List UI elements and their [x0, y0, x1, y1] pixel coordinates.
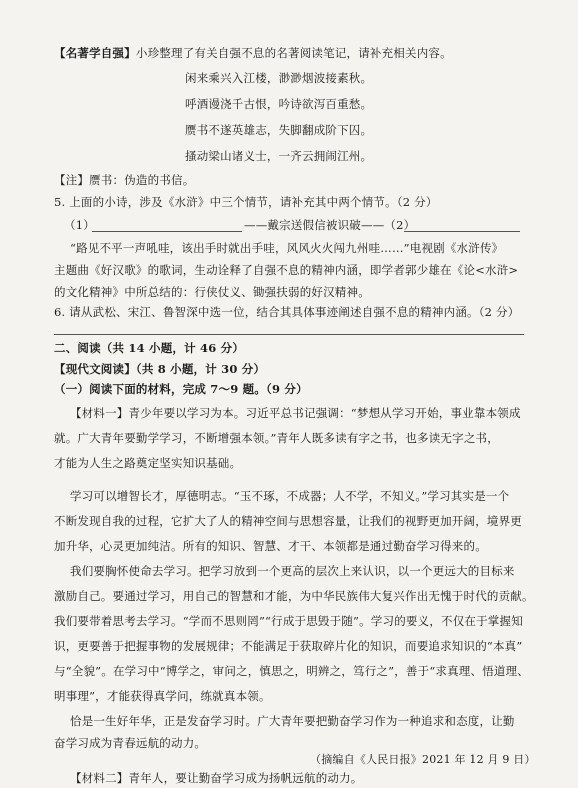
- blank-middle-text: ——戴宗送假信被识破——（2）: [244, 218, 416, 232]
- lead-line: [54, 45, 452, 61]
- paragraph-line-2: 主题曲《好汉歌》的歌词，生动诠释了自强不息的精神内涵，即学者郭少雄在《论<水浒>: [54, 263, 519, 277]
- blank-2-answer-line[interactable]: [404, 231, 520, 232]
- blank-1-label: （1）: [64, 218, 95, 232]
- body-line-12: 明事理”，才能获得真学问，练就真本领。: [54, 689, 271, 703]
- body-line-9: 我们要带着思考去学习。“学而不思则罔”“行成于思毁于随”。学习的要义，不仅在于掌握知: [54, 614, 523, 628]
- body-line-4: 学习可以增智长才，厚德明志。“玉不琢，不成器；人不学，不知义。”学习其实是一个: [70, 489, 510, 503]
- body-line-7: 我们要胸怀使命去学习。把学习放到一个更高的层次上来认识，以一个更远大的目标来: [70, 564, 515, 578]
- body-line-6: 加升华，心灵更加纯洁。所有的知识、智慧、才干、本领都是通过勤奋学习得来的。: [54, 539, 487, 553]
- part-one-heading: （一）阅读下面的材料，完成 7～9 题。（9 分）: [54, 382, 308, 396]
- body-line-3: 才能为人生之路奠定坚实知识基础。: [54, 456, 242, 470]
- material-two-line-1: 【材料二】青年人，要让勤奋学习成为扬帆远航的动力。: [70, 771, 363, 785]
- lead-tag: 【名著学自强】: [54, 46, 136, 60]
- section-two-subheading: 【现代文阅读】（共 8 小题，计 30 分）: [54, 362, 266, 376]
- question-5: 5. 上面的小诗，涉及《水浒》中三个情节，请补充其中两个情节。（2 分）: [54, 195, 438, 209]
- body-line-1: 【材料一】青少年要以学习为本。习近平总书记强调：“梦想从学习开始，事业靠本领成: [70, 406, 521, 420]
- body-line-13: 恰是一生好年华，正是发奋学习时。广大青年要把勤奋学习作为一种追求和态度，让勤: [70, 714, 515, 728]
- body-line-14: 奋学习成为青春远航的动力。: [54, 736, 207, 750]
- body-line-10: 识，更要善于把握事物的发展规律；不能满足于获取碎片化的知识，而要追求知识的“本真”: [54, 639, 523, 653]
- blank-1-answer-line[interactable]: [92, 231, 242, 232]
- body-line-5: 不断发现自我的过程，它扩大了人的精神空间与思想容量，让我们的视野更加开阔，境界更: [54, 514, 522, 528]
- source-citation: （摘编自《人民日报》2021 年 12 月 9 日）: [310, 753, 536, 766]
- poem-line-2: 呼酒谩浇千古恨，吟诗欲泻百重愁。: [185, 97, 373, 111]
- paragraph-line-1: “路见不平一声吼哇，该出手时就出手哇，风风火火闯九州哇……”电视剧《水浒传》: [70, 241, 504, 255]
- poem-line-1: 闲来乘兴入江楼，渺渺烟波接素秋。: [185, 71, 373, 85]
- poem-line-3: 赝书不遂英雄志，失脚翻成阶下囚。: [185, 123, 373, 137]
- lead-text: 小珍整理了有关自强不息的名著阅读笔记，请补充相关内容。: [135, 46, 452, 60]
- section-two-heading: 二、阅读（共 14 小题，计 46 分）: [54, 341, 245, 355]
- body-line-11: 与“全貌”。在学习中“博学之，审问之，慎思之，明辨之，笃行之”，善于“求真理、悟道理、: [54, 664, 529, 678]
- question-6: 6. 请从武松、宋江、鲁智深中选一位，结合其具体事迹阐述自强不息的精神内涵。（2 分）: [54, 305, 520, 319]
- body-line-8: 激励自己。要通过学习，用自己的智慧和才能，为中华民族伟大复兴作出无愧于时代的贡献。: [54, 589, 534, 603]
- body-line-2: 就。广大青年要勤学学习，不断增强本领。”青年人既多读有字之书，也多读无字之书，: [54, 431, 499, 445]
- note: 【注】赝书：伪造的书信。: [54, 173, 195, 187]
- paragraph-line-3: 的文化精神》中所总结的：行侠仗义、锄强扶弱的好汉精神。: [54, 285, 370, 299]
- poem-line-4: 搔动梁山诸义士，一齐云拥闹江州。: [185, 149, 373, 163]
- answer-line-1[interactable]: [54, 334, 524, 335]
